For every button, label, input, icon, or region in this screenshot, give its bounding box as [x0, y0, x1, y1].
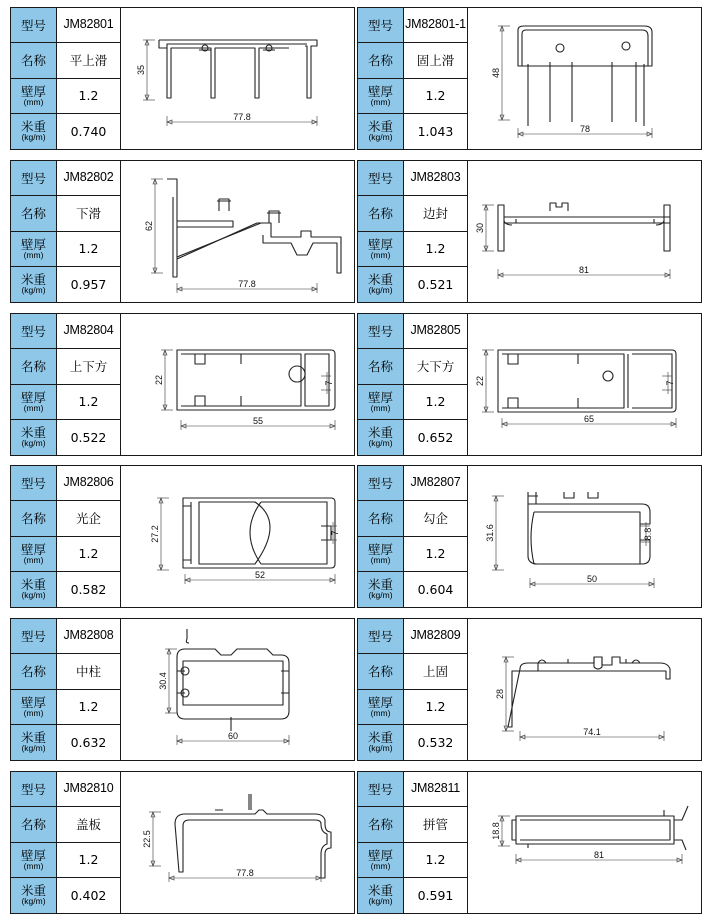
thickness-label: 壁厚 (mm) — [11, 690, 57, 725]
model-label: 型号 — [358, 772, 404, 807]
name-value: 勾企 — [404, 501, 468, 536]
profile-section-svg — [121, 8, 355, 148]
name-value: 下滑 — [57, 196, 121, 231]
weight-label: 米重 (kg/m) — [358, 267, 404, 302]
thickness-label: 壁厚 (mm) — [11, 843, 57, 878]
name-value: 上下方 — [57, 349, 121, 384]
profile-drawing — [468, 8, 701, 149]
small-dimension: 7 — [330, 530, 340, 536]
height-dimension: 18.8 — [491, 822, 501, 840]
profile-drawing — [121, 772, 354, 913]
profile-card-jm82804 — [10, 313, 355, 456]
name-label: 名称 — [358, 349, 404, 384]
small-dimension: 7 — [324, 380, 334, 386]
model-value: JM82803 — [404, 161, 468, 196]
weight-value: 0.402 — [57, 878, 121, 913]
width-dimension: 60 — [227, 731, 239, 741]
name-label: 名称 — [358, 43, 404, 78]
profile-drawing — [468, 161, 701, 302]
weight-label: 米重 (kg/m) — [11, 572, 57, 607]
model-value: JM82809 — [404, 619, 468, 654]
name-label: 名称 — [11, 349, 57, 384]
spec-table — [358, 314, 468, 455]
spec-table — [11, 161, 121, 302]
thickness-value: 1.2 — [404, 537, 468, 572]
height-dimension: 31.6 — [485, 524, 495, 542]
model-label: 型号 — [358, 619, 404, 654]
model-value: JM82806 — [57, 466, 121, 501]
profile-section-svg — [468, 619, 702, 759]
spec-table — [11, 8, 121, 149]
thickness-label: 壁厚 (mm) — [358, 385, 404, 420]
width-dimension: 74.1 — [583, 727, 601, 737]
model-label: 型号 — [11, 619, 57, 654]
profile-drawing — [468, 466, 701, 607]
profile-section-svg — [121, 161, 355, 301]
name-value: 中柱 — [57, 654, 121, 689]
thickness-value: 1.2 — [57, 690, 121, 725]
profile-card-jm82803 — [357, 160, 702, 303]
height-dimension: 22.5 — [142, 830, 152, 848]
width-dimension: 77.8 — [236, 868, 254, 878]
weight-value: 0.957 — [57, 267, 121, 302]
profile-section-svg — [121, 314, 355, 454]
small-dimension: 7 — [665, 380, 675, 386]
thickness-label: 壁厚 (mm) — [358, 232, 404, 267]
profile-card-jm82806 — [10, 465, 355, 608]
model-label: 型号 — [11, 314, 57, 349]
weight-value: 0.604 — [404, 572, 468, 607]
model-value: JM82811 — [404, 772, 468, 807]
name-label: 名称 — [11, 196, 57, 231]
height-dimension: 35 — [136, 64, 146, 76]
spec-table — [358, 772, 468, 913]
width-dimension: 65 — [583, 414, 595, 424]
weight-label: 米重 (kg/m) — [11, 725, 57, 760]
profile-drawing — [121, 161, 354, 302]
height-dimension: 27.2 — [150, 525, 160, 543]
name-value: 光企 — [57, 501, 121, 536]
thickness-label: 壁厚 (mm) — [358, 843, 404, 878]
model-label: 型号 — [11, 8, 57, 43]
name-label: 名称 — [11, 43, 57, 78]
thickness-value: 1.2 — [57, 537, 121, 572]
profile-card-jm82810 — [10, 771, 355, 914]
spec-table — [11, 772, 121, 913]
profile-drawing — [468, 772, 701, 913]
weight-label: 米重 (kg/m) — [358, 878, 404, 913]
thickness-value: 1.2 — [404, 385, 468, 420]
name-label: 名称 — [358, 196, 404, 231]
height-dimension: 22 — [475, 375, 485, 387]
width-dimension: 78 — [579, 124, 591, 134]
weight-label: 米重 (kg/m) — [358, 572, 404, 607]
model-label: 型号 — [358, 314, 404, 349]
name-value: 固上滑 — [404, 43, 468, 78]
thickness-label: 壁厚 (mm) — [358, 537, 404, 572]
model-value: JM82801-1 — [404, 8, 468, 43]
profile-section-svg — [468, 8, 702, 148]
model-value: JM82805 — [404, 314, 468, 349]
thickness-value: 1.2 — [404, 79, 468, 114]
profile-drawing — [121, 619, 354, 760]
height-dimension: 62 — [144, 220, 154, 232]
model-label: 型号 — [358, 466, 404, 501]
thickness-value: 1.2 — [57, 385, 121, 420]
weight-value: 0.652 — [404, 420, 468, 455]
weight-label: 米重 (kg/m) — [358, 725, 404, 760]
profile-drawing — [121, 314, 354, 455]
weight-value: 0.532 — [404, 725, 468, 760]
profile-card-jm82808 — [10, 618, 355, 761]
width-dimension: 81 — [593, 850, 605, 860]
name-label: 名称 — [358, 654, 404, 689]
weight-label: 米重 (kg/m) — [11, 878, 57, 913]
width-dimension: 77.8 — [233, 112, 251, 122]
name-value: 平上滑 — [57, 43, 121, 78]
spec-table — [11, 314, 121, 455]
name-label: 名称 — [11, 807, 57, 842]
thickness-label: 壁厚 (mm) — [11, 232, 57, 267]
thickness-label: 壁厚 (mm) — [358, 690, 404, 725]
profile-card-jm82802 — [10, 160, 355, 303]
small-dimension: 8.8 — [643, 527, 653, 541]
profile-section-svg — [121, 772, 355, 912]
weight-label: 米重 (kg/m) — [358, 420, 404, 455]
profile-section-svg — [121, 619, 355, 759]
model-value: JM82807 — [404, 466, 468, 501]
spec-table — [11, 619, 121, 760]
thickness-label: 壁厚 (mm) — [11, 79, 57, 114]
model-value: JM82808 — [57, 619, 121, 654]
thickness-value: 1.2 — [57, 843, 121, 878]
weight-value: 0.591 — [404, 878, 468, 913]
profile-section-svg — [468, 772, 702, 912]
thickness-label: 壁厚 (mm) — [11, 537, 57, 572]
model-value: JM82802 — [57, 161, 121, 196]
name-value: 大下方 — [404, 349, 468, 384]
model-label: 型号 — [11, 466, 57, 501]
height-dimension: 22 — [154, 374, 164, 386]
weight-label: 米重 (kg/m) — [11, 114, 57, 149]
name-label: 名称 — [11, 501, 57, 536]
name-label: 名称 — [358, 807, 404, 842]
profile-section-svg — [468, 466, 702, 606]
profile-drawing — [468, 619, 701, 760]
model-label: 型号 — [11, 772, 57, 807]
model-value: JM82801 — [57, 8, 121, 43]
model-value: JM82804 — [57, 314, 121, 349]
weight-label: 米重 (kg/m) — [11, 420, 57, 455]
weight-value: 0.522 — [57, 420, 121, 455]
height-dimension: 48 — [491, 67, 501, 79]
width-dimension: 52 — [254, 570, 266, 580]
profile-card-jm82811 — [357, 771, 702, 914]
spec-table — [11, 466, 121, 607]
name-label: 名称 — [358, 501, 404, 536]
width-dimension: 81 — [578, 265, 590, 275]
weight-value: 0.521 — [404, 267, 468, 302]
height-dimension: 30 — [475, 222, 485, 234]
thickness-value: 1.2 — [57, 79, 121, 114]
profile-section-svg — [121, 466, 355, 606]
profile-card-jm82805 — [357, 313, 702, 456]
profile-drawing — [468, 314, 701, 455]
thickness-value: 1.2 — [404, 843, 468, 878]
profile-section-svg — [468, 161, 702, 301]
model-label: 型号 — [11, 161, 57, 196]
weight-value: 0.632 — [57, 725, 121, 760]
weight-label: 米重 (kg/m) — [358, 114, 404, 149]
profile-drawing — [121, 466, 354, 607]
model-value: JM82810 — [57, 772, 121, 807]
spec-table — [358, 161, 468, 302]
profile-section-svg — [468, 314, 702, 454]
thickness-value: 1.2 — [57, 232, 121, 267]
height-dimension: 30.4 — [158, 672, 168, 690]
name-value: 盖板 — [57, 807, 121, 842]
profile-card-jm82801-1 — [357, 7, 702, 150]
spec-table — [358, 8, 468, 149]
thickness-value: 1.2 — [404, 690, 468, 725]
profile-card-jm82809 — [357, 618, 702, 761]
weight-value: 0.740 — [57, 114, 121, 149]
width-dimension: 55 — [252, 416, 264, 426]
weight-value: 0.582 — [57, 572, 121, 607]
thickness-label: 壁厚 (mm) — [11, 385, 57, 420]
spec-table — [358, 466, 468, 607]
thickness-label: 壁厚 (mm) — [358, 79, 404, 114]
height-dimension: 28 — [495, 688, 505, 700]
model-label: 型号 — [358, 8, 404, 43]
name-value: 上固 — [404, 654, 468, 689]
weight-label: 米重 (kg/m) — [11, 267, 57, 302]
name-value: 拼管 — [404, 807, 468, 842]
thickness-value: 1.2 — [404, 232, 468, 267]
spec-table — [358, 619, 468, 760]
weight-value: 1.043 — [404, 114, 468, 149]
name-value: 边封 — [404, 196, 468, 231]
width-dimension: 50 — [586, 574, 598, 584]
profile-card-jm82801 — [10, 7, 355, 150]
model-label: 型号 — [358, 161, 404, 196]
profile-card-jm82807 — [357, 465, 702, 608]
width-dimension: 77.8 — [238, 279, 256, 289]
name-label: 名称 — [11, 654, 57, 689]
profile-drawing — [121, 8, 354, 149]
